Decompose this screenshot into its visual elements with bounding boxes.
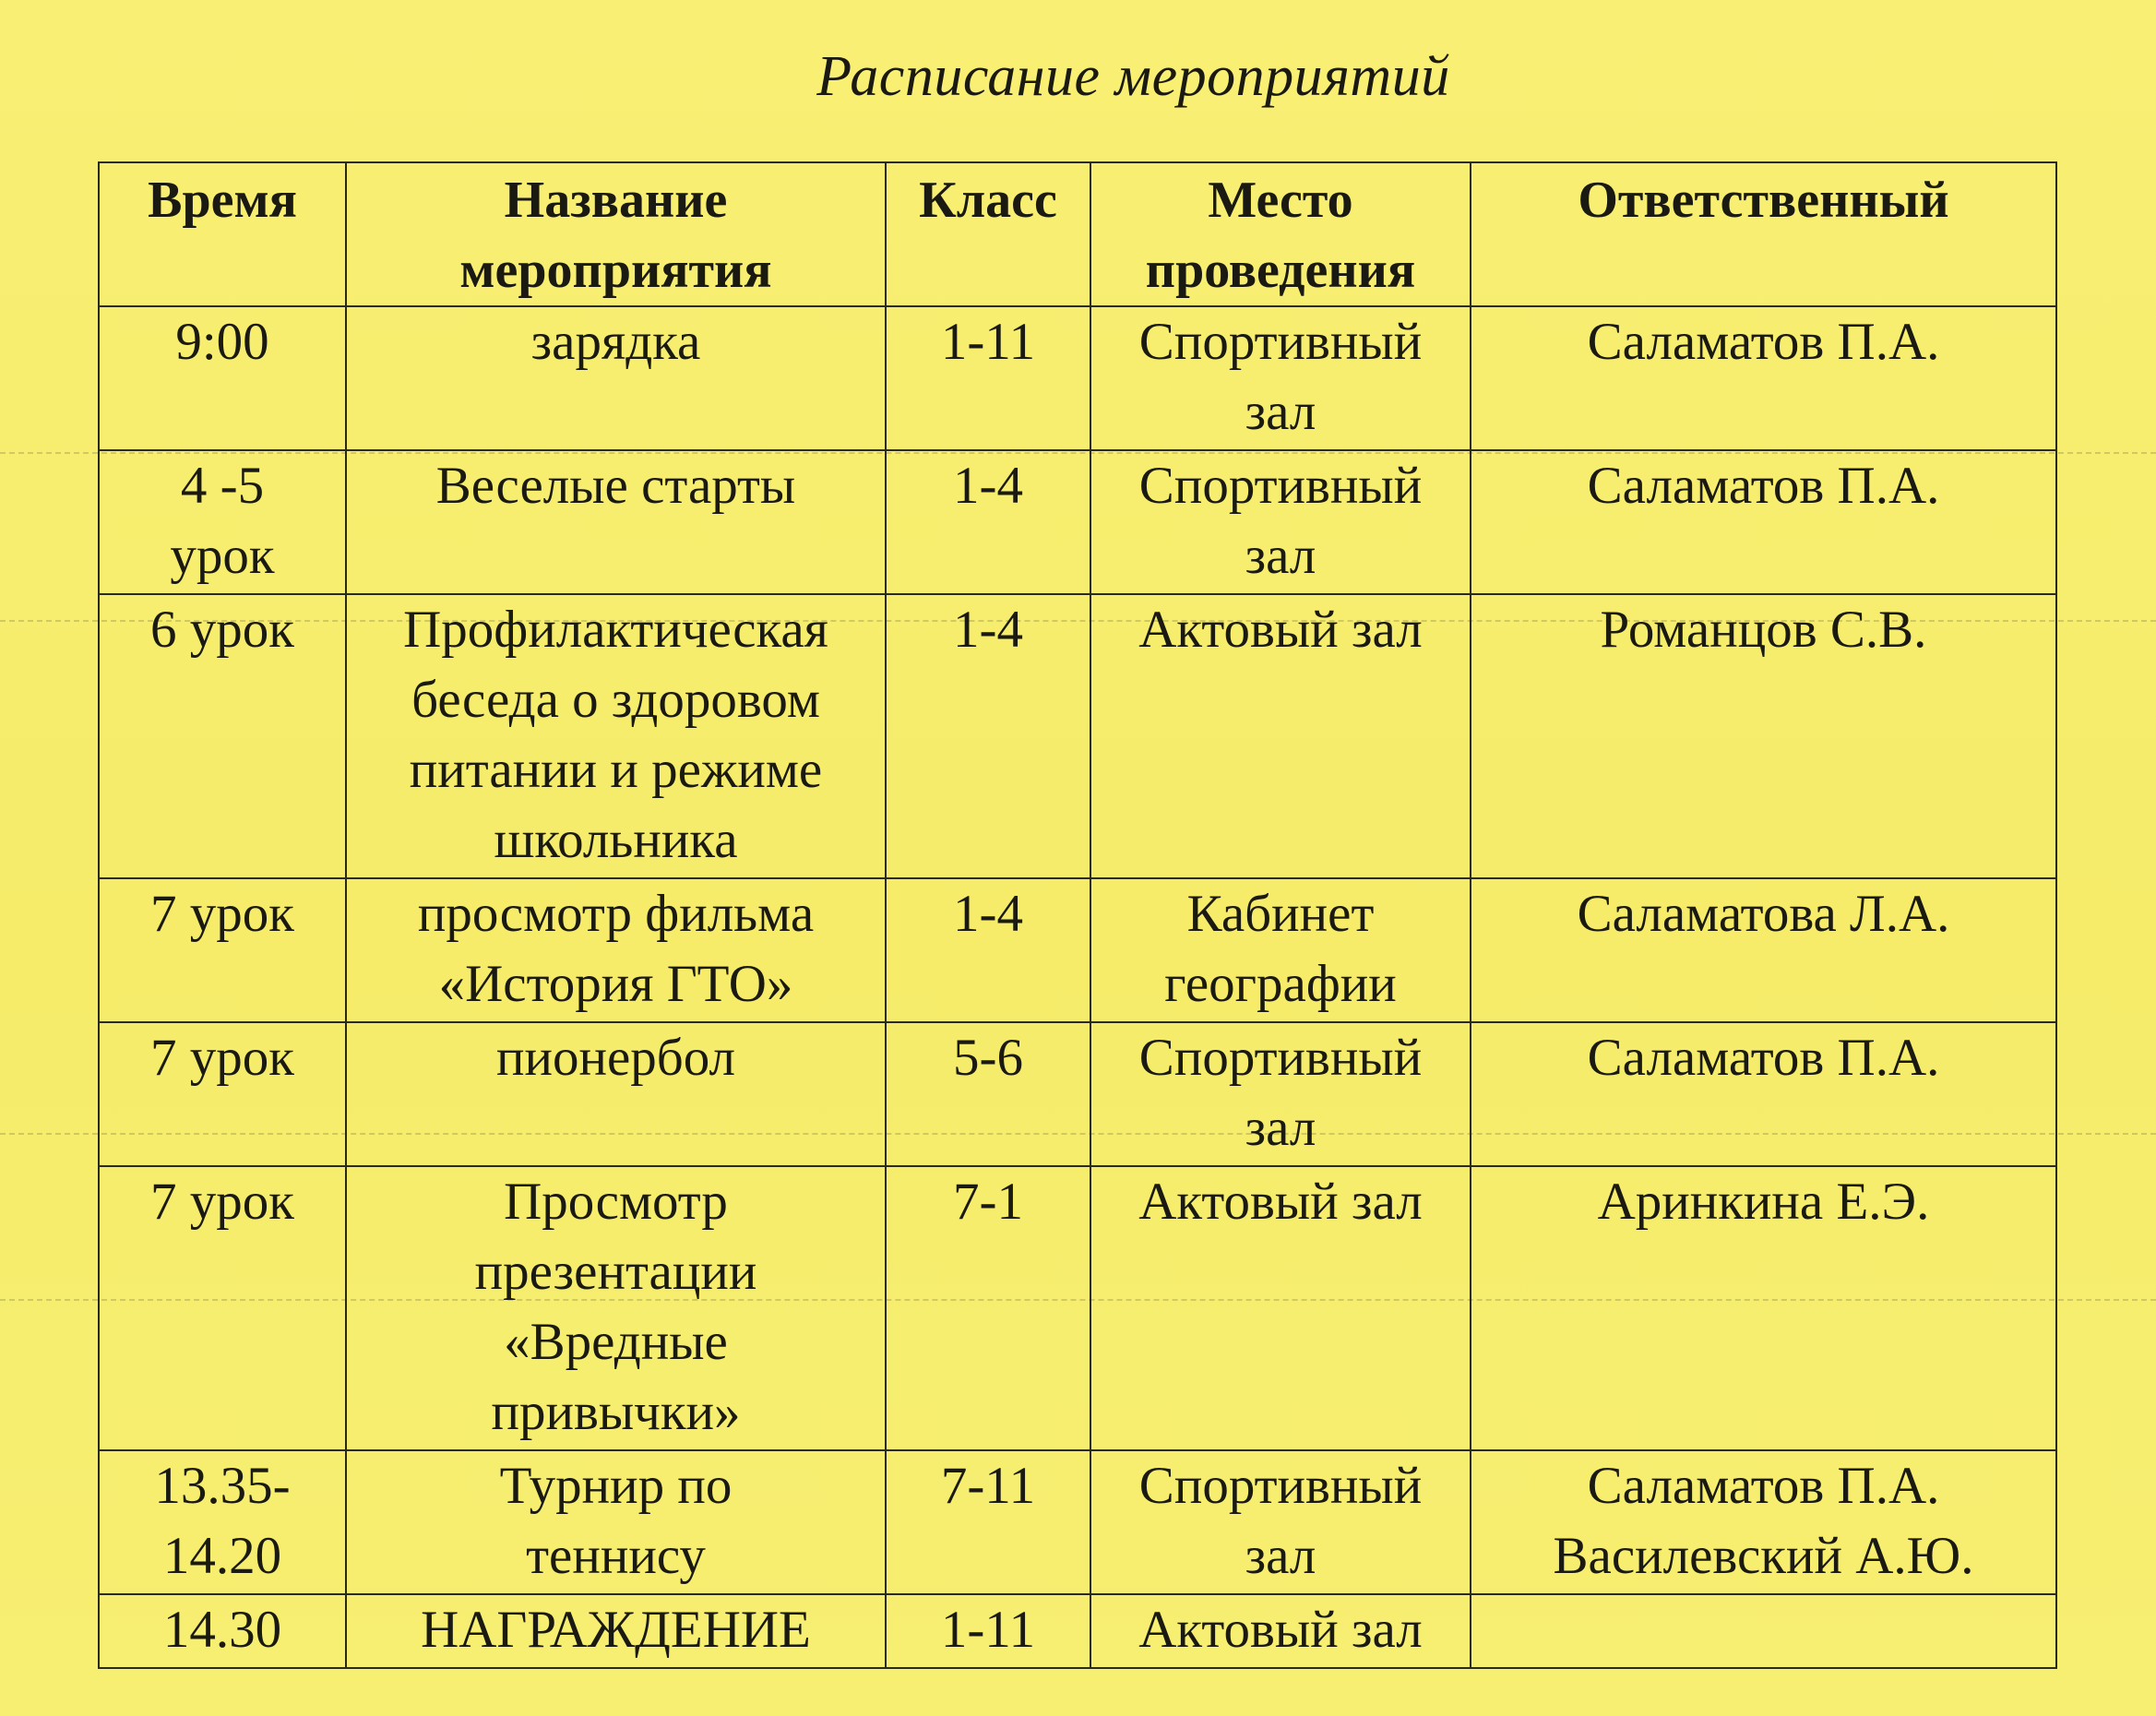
table-row: [99, 1166, 2056, 1450]
cell-name: Профилактическая беседа о здоровом питании и режиме школьника: [346, 594, 886, 878]
table-row: [99, 594, 2056, 878]
cell-class: 1-4: [886, 878, 1090, 1022]
cell-time: 6 урок: [99, 594, 346, 878]
cell-place: Актовый зал: [1090, 1594, 1471, 1668]
table-row: [99, 306, 2056, 450]
table-row: [99, 1022, 2056, 1166]
header-place: Место проведения: [1090, 162, 1471, 306]
cell-name: Веселые старты: [346, 450, 886, 594]
cell-class: 1-4: [886, 594, 1090, 878]
cell-name: Просмотр презентации «Вредные привычки»: [346, 1166, 886, 1450]
table-row: [99, 1450, 2056, 1594]
cell-class: 5-6: [886, 1022, 1090, 1166]
cell-place: Кабинет географии: [1090, 878, 1471, 1022]
cell-time: 14.30: [99, 1594, 346, 1668]
cell-responsible: Саламатова Л.А.: [1471, 878, 2056, 1022]
cell-class: 1-11: [886, 1594, 1090, 1668]
cell-time: 13.35- 14.20: [99, 1450, 346, 1594]
cell-class: 1-4: [886, 450, 1090, 594]
table-row: [99, 878, 2056, 1022]
page-title: Расписание мероприятий: [816, 45, 1450, 108]
cell-responsible: Романцов С.В.: [1471, 594, 2056, 878]
cell-responsible: Саламатов П.А. Василевский А.Ю.: [1471, 1450, 2056, 1594]
table-row: [99, 450, 2056, 594]
cell-responsible: Саламатов П.А.: [1471, 450, 2056, 594]
cell-time: 7 урок: [99, 1166, 346, 1450]
cell-place: Спортивный зал: [1090, 1450, 1471, 1594]
cell-time: 9:00: [99, 306, 346, 450]
cell-class: 7-11: [886, 1450, 1090, 1594]
cell-class: 1-11: [886, 306, 1090, 450]
cell-place: Спортивный зал: [1090, 306, 1471, 450]
table-row: [99, 1594, 2056, 1668]
header-class: Класс: [886, 162, 1090, 306]
cell-responsible: Саламатов П.А.: [1471, 1022, 2056, 1166]
header-row: [99, 162, 2056, 306]
cell-responsible: Аринкина Е.Э.: [1471, 1166, 2056, 1450]
cell-name: НАГРАЖДЕНИЕ: [346, 1594, 886, 1668]
cell-responsible: [1471, 1594, 2056, 1668]
cell-place: Актовый зал: [1090, 594, 1471, 878]
cell-class: 7-1: [886, 1166, 1090, 1450]
cell-name: просмотр фильма «История ГТО»: [346, 878, 886, 1022]
cell-place: Спортивный зал: [1090, 1022, 1471, 1166]
cell-time: 4 -5 урок: [99, 450, 346, 594]
cell-place: Актовый зал: [1090, 1166, 1471, 1450]
cell-responsible: Саламатов П.А.: [1471, 306, 2056, 450]
schedule-table: [98, 161, 2057, 1669]
cell-time: 7 урок: [99, 1022, 346, 1166]
cell-time: 7 урок: [99, 878, 346, 1022]
cell-place: Спортивный зал: [1090, 450, 1471, 594]
cell-name: пионербол: [346, 1022, 886, 1166]
header-time: Время: [99, 162, 346, 306]
cell-name: зарядка: [346, 306, 886, 450]
header-responsible: Ответственный: [1471, 162, 2056, 306]
cell-name: Турнир по теннису: [346, 1450, 886, 1594]
header-name: Название мероприятия: [346, 162, 886, 306]
